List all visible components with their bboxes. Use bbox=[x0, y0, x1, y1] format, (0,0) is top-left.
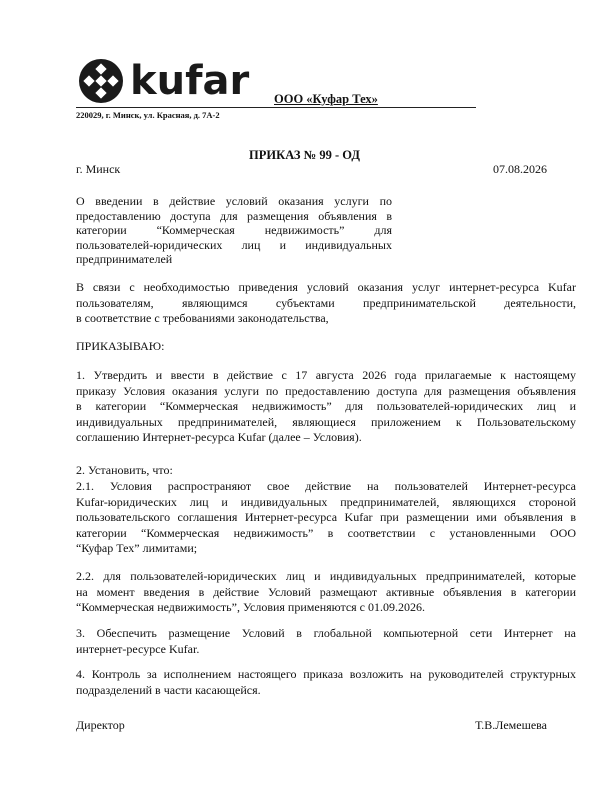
subject-line: предпринимателей bbox=[76, 252, 173, 266]
header-divider bbox=[76, 107, 476, 108]
item-4-line: подразделений в части касающейся. bbox=[76, 682, 261, 697]
brand-wordmark: kufar bbox=[130, 58, 250, 104]
order-title: ПРИКАЗ № 99 - ОД bbox=[249, 148, 360, 162]
item-2-2-line: 2.2. для пользователей-юридических лиц и индивидуальных предпринимателей, которые bbox=[76, 569, 576, 583]
signatory-position: Директор bbox=[76, 718, 125, 732]
subject-line: пользователей-юридических лиц и индивидуальных bbox=[76, 237, 392, 252]
item-1-line: индивидуальных предпринимателей, являющиеся приложением к Пользовательскому bbox=[76, 414, 576, 429]
item-1-line: соглашению Интернет-ресурса Kufar (далее – Условия). bbox=[76, 430, 362, 444]
item-3-line: интернет-ресурсе Kufar. bbox=[76, 641, 200, 656]
kufar-logo bbox=[76, 56, 252, 106]
company-address: 220029, г. Минск, ул. Красная, д. 7А-2 bbox=[76, 110, 220, 120]
item-2-2 bbox=[76, 569, 576, 616]
item-2-2-line: на момент введения в действие Условий размещают активные объявления в категории bbox=[76, 584, 576, 599]
preamble-line: в соответствие с требованиями законодательства, bbox=[76, 311, 329, 325]
order-city: г. Минск bbox=[76, 162, 121, 176]
preamble-line: В связи с необходимостью приведения условий оказания услуг интернет-ресурса Kufar bbox=[76, 280, 576, 294]
item-2-heading: 2. Установить, что: bbox=[76, 463, 173, 477]
item-2-2-line: “Коммерческая недвижимость”, Условия применяются с 01.09.2026. bbox=[76, 600, 426, 614]
item-2-1-line: пользовательского соглашения Интернет-ресурса Kufar при размещении ими объявления в bbox=[76, 510, 576, 524]
item-2-1-line: “Куфар Тех” лимитами; bbox=[76, 541, 198, 555]
item-4 bbox=[76, 667, 576, 698]
item-3 bbox=[76, 626, 576, 657]
order-subject bbox=[76, 194, 392, 267]
item-2-1-line: 2.1. Условия распространяют свое действие на пользователей Интернет-ресурса bbox=[76, 479, 576, 493]
signatory-name: Т.В.Лемешева bbox=[475, 718, 547, 732]
preamble-line: пользователям, являющимся субъектами предпринимательской деятельности, bbox=[76, 295, 576, 310]
company-name: ООО «Куфар Тех» bbox=[274, 92, 378, 106]
item-2-1-line: Kufar-юридических лиц и индивидуальных предпринимателей, являющихся стороной bbox=[76, 494, 576, 509]
item-2-1 bbox=[76, 479, 576, 557]
item-1 bbox=[76, 368, 576, 446]
item-1-line: приказу Условия оказания услуги по предоставлению доступа для размещения объявления bbox=[76, 383, 576, 398]
subject-line: категории “Коммерческая недвижимость” для bbox=[76, 223, 392, 237]
item-1-line: в категории “Коммерческая недвижимость” для пользователей-юридических лиц и bbox=[76, 399, 576, 413]
order-word: ПРИКАЗЫВАЮ: bbox=[76, 339, 165, 353]
item-3-line: 3. Обеспечить размещение Условий в глобальной компьютерной сети Интернет на bbox=[76, 626, 576, 640]
item-2-1-line: категории “Коммерческая недвижимость” в соответствии с установленными ООО bbox=[76, 525, 576, 540]
preamble bbox=[76, 280, 576, 327]
order-date: 07.08.2026 bbox=[493, 162, 547, 176]
subject-line: О введении в действие условий оказания услуги по bbox=[76, 194, 392, 208]
item-4-line: 4. Контроль за исполнением настоящего приказа возложить на руководителей структурных bbox=[76, 667, 576, 681]
subject-line: предоставлению доступа для размещения объявления в bbox=[76, 208, 392, 223]
item-1-line: 1. Утвердить и ввести в действие с 17 августа 2026 года прилагаемые к настоящему bbox=[76, 368, 576, 382]
